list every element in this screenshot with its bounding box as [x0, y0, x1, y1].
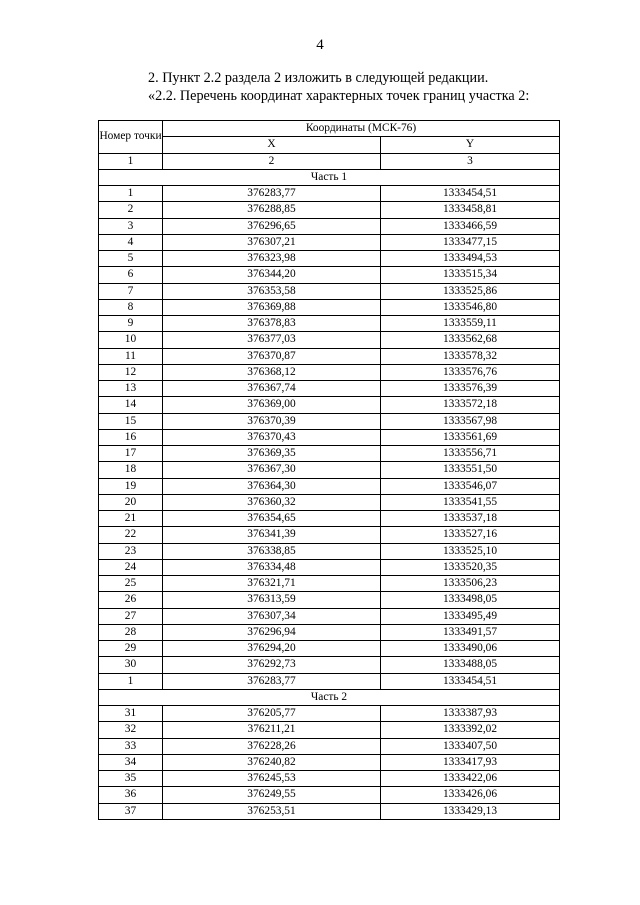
x-coordinate-cell: 376344,20: [163, 267, 381, 283]
table-row: [99, 413, 560, 429]
point-number-cell: 4: [99, 234, 163, 250]
point-number-cell: 21: [99, 511, 163, 527]
y-coordinate-cell: 1333495,49: [381, 608, 560, 624]
x-coordinate-cell: 376378,83: [163, 316, 381, 332]
x-coordinate-cell: 376364,30: [163, 478, 381, 494]
point-number-cell: 29: [99, 641, 163, 657]
header-x: X: [163, 137, 381, 153]
section-row: [99, 689, 560, 705]
x-coordinate-cell: 376283,77: [163, 673, 381, 689]
point-number-cell: 11: [99, 348, 163, 364]
point-number-cell: 32: [99, 722, 163, 738]
point-number-cell: 1: [99, 673, 163, 689]
x-coordinate-cell: 376294,20: [163, 641, 381, 657]
point-number-cell: 36: [99, 787, 163, 803]
x-coordinate-cell: 376370,87: [163, 348, 381, 364]
y-coordinate-cell: 1333525,86: [381, 283, 560, 299]
header-coordinates: Координаты (МСК-76): [163, 121, 560, 137]
y-coordinate-cell: 1333551,50: [381, 462, 560, 478]
point-number-cell: 26: [99, 592, 163, 608]
x-coordinate-cell: 376292,73: [163, 657, 381, 673]
y-coordinate-cell: 1333567,98: [381, 413, 560, 429]
x-coordinate-cell: 376296,94: [163, 624, 381, 640]
x-coordinate-cell: 376249,55: [163, 787, 381, 803]
section-row: [99, 169, 560, 185]
coordinates-table: [98, 120, 560, 820]
x-coordinate-cell: 376307,34: [163, 608, 381, 624]
y-coordinate-cell: 1333525,10: [381, 543, 560, 559]
point-number-cell: 19: [99, 478, 163, 494]
y-coordinate-cell: 1333392,02: [381, 722, 560, 738]
point-number-cell: 9: [99, 316, 163, 332]
x-coordinate-cell: 376354,65: [163, 511, 381, 527]
x-coordinate-cell: 376338,85: [163, 543, 381, 559]
point-number-cell: 2: [99, 202, 163, 218]
table-row: [99, 299, 560, 315]
x-coordinate-cell: 376321,71: [163, 576, 381, 592]
x-coordinate-cell: 376369,35: [163, 446, 381, 462]
table-row: [99, 543, 560, 559]
x-coordinate-cell: 376369,88: [163, 299, 381, 315]
x-coordinate-cell: 376211,21: [163, 722, 381, 738]
x-coordinate-cell: 376283,77: [163, 186, 381, 202]
point-number-cell: 31: [99, 706, 163, 722]
x-coordinate-cell: 376334,48: [163, 559, 381, 575]
section-title: Часть 1: [99, 169, 560, 185]
x-coordinate-cell: 376313,59: [163, 592, 381, 608]
x-coordinate-cell: 376240,82: [163, 754, 381, 770]
y-coordinate-cell: 1333541,55: [381, 494, 560, 510]
x-coordinate-cell: 376369,00: [163, 397, 381, 413]
x-coordinate-cell: 376370,43: [163, 429, 381, 445]
y-coordinate-cell: 1333520,35: [381, 559, 560, 575]
point-number-cell: 16: [99, 429, 163, 445]
y-coordinate-cell: 1333556,71: [381, 446, 560, 462]
table-row: [99, 364, 560, 380]
y-coordinate-cell: 1333576,39: [381, 381, 560, 397]
table-row: [99, 202, 560, 218]
table-body: [99, 169, 560, 819]
point-number-cell: 25: [99, 576, 163, 592]
table-row: [99, 332, 560, 348]
x-coordinate-cell: 376370,39: [163, 413, 381, 429]
point-number-cell: 8: [99, 299, 163, 315]
y-coordinate-cell: 1333422,06: [381, 771, 560, 787]
point-number-cell: 15: [99, 413, 163, 429]
y-coordinate-cell: 1333490,06: [381, 641, 560, 657]
y-coordinate-cell: 1333515,34: [381, 267, 560, 283]
x-coordinate-cell: 376253,51: [163, 803, 381, 819]
point-number-cell: 22: [99, 527, 163, 543]
header-y: Y: [381, 137, 560, 153]
table-row: [99, 316, 560, 332]
table-row: [99, 722, 560, 738]
point-number-cell: 27: [99, 608, 163, 624]
table-row: [99, 462, 560, 478]
x-coordinate-cell: 376377,03: [163, 332, 381, 348]
table-row: [99, 267, 560, 283]
table-row: [99, 576, 560, 592]
x-coordinate-cell: 376367,30: [163, 462, 381, 478]
intro-text: [148, 70, 529, 105]
point-number-cell: 28: [99, 624, 163, 640]
table-row: [99, 494, 560, 510]
y-coordinate-cell: 1333488,05: [381, 657, 560, 673]
table-row: [99, 283, 560, 299]
point-number-cell: 34: [99, 754, 163, 770]
point-number-cell: 13: [99, 381, 163, 397]
y-coordinate-cell: 1333477,15: [381, 234, 560, 250]
y-coordinate-cell: 1333498,05: [381, 592, 560, 608]
point-number-cell: 24: [99, 559, 163, 575]
x-coordinate-cell: 376245,53: [163, 771, 381, 787]
point-number-cell: 33: [99, 738, 163, 754]
point-number-cell: 18: [99, 462, 163, 478]
table-row: [99, 527, 560, 543]
x-coordinate-cell: 376205,77: [163, 706, 381, 722]
y-coordinate-cell: 1333576,76: [381, 364, 560, 380]
point-number-cell: 23: [99, 543, 163, 559]
y-coordinate-cell: 1333572,18: [381, 397, 560, 413]
y-coordinate-cell: 1333561,69: [381, 429, 560, 445]
table-row: [99, 641, 560, 657]
table-row: [99, 754, 560, 770]
y-coordinate-cell: 1333407,50: [381, 738, 560, 754]
table-row: [99, 251, 560, 267]
y-coordinate-cell: 1333429,13: [381, 803, 560, 819]
y-coordinate-cell: 1333417,93: [381, 754, 560, 770]
y-coordinate-cell: 1333454,51: [381, 673, 560, 689]
table-row: [99, 381, 560, 397]
table-row: [99, 429, 560, 445]
point-number-cell: 17: [99, 446, 163, 462]
table-row: [99, 771, 560, 787]
table-row: [99, 511, 560, 527]
point-number-cell: 10: [99, 332, 163, 348]
intro-line-2: «2.2. Перечень координат характерных точек границ участка 2:: [148, 87, 530, 104]
table-row: [99, 218, 560, 234]
table-row: [99, 397, 560, 413]
point-number-cell: 12: [99, 364, 163, 380]
point-number-cell: 5: [99, 251, 163, 267]
table-row: [99, 738, 560, 754]
intro-line-1: 2. Пункт 2.2 раздела 2 изложить в следующей редакции.: [148, 70, 489, 86]
table-row: [99, 234, 560, 250]
table-row: [99, 706, 560, 722]
x-coordinate-cell: 376307,21: [163, 234, 381, 250]
point-number-cell: 1: [99, 186, 163, 202]
x-coordinate-cell: 376323,98: [163, 251, 381, 267]
y-coordinate-cell: 1333466,59: [381, 218, 560, 234]
y-coordinate-cell: 1333426,06: [381, 787, 560, 803]
point-number-cell: 3: [99, 218, 163, 234]
column-number-3: 3: [381, 153, 560, 169]
table-row: [99, 608, 560, 624]
y-coordinate-cell: 1333546,80: [381, 299, 560, 315]
section-title: Часть 2: [99, 689, 560, 705]
point-number-cell: 20: [99, 494, 163, 510]
y-coordinate-cell: 1333537,18: [381, 511, 560, 527]
y-coordinate-cell: 1333491,57: [381, 624, 560, 640]
y-coordinate-cell: 1333578,32: [381, 348, 560, 364]
x-coordinate-cell: 376353,58: [163, 283, 381, 299]
x-coordinate-cell: 376341,39: [163, 527, 381, 543]
table-row: [99, 787, 560, 803]
point-number-cell: 30: [99, 657, 163, 673]
table-row: [99, 559, 560, 575]
x-coordinate-cell: 376296,65: [163, 218, 381, 234]
table-row: [99, 446, 560, 462]
point-number-cell: 14: [99, 397, 163, 413]
point-number-cell: 37: [99, 803, 163, 819]
y-coordinate-cell: 1333506,23: [381, 576, 560, 592]
x-coordinate-cell: 376360,32: [163, 494, 381, 510]
point-number-cell: 6: [99, 267, 163, 283]
y-coordinate-cell: 1333454,51: [381, 186, 560, 202]
point-number-cell: 35: [99, 771, 163, 787]
x-coordinate-cell: 376367,74: [163, 381, 381, 397]
y-coordinate-cell: 1333527,16: [381, 527, 560, 543]
table-row: [99, 348, 560, 364]
point-number-cell: 7: [99, 283, 163, 299]
x-coordinate-cell: 376228,26: [163, 738, 381, 754]
table-row: [99, 592, 560, 608]
y-coordinate-cell: 1333562,68: [381, 332, 560, 348]
table-row: [99, 624, 560, 640]
y-coordinate-cell: 1333387,93: [381, 706, 560, 722]
y-coordinate-cell: 1333546,07: [381, 478, 560, 494]
table-row: [99, 673, 560, 689]
x-coordinate-cell: 376288,85: [163, 202, 381, 218]
table-row: [99, 803, 560, 819]
y-coordinate-cell: 1333494,53: [381, 251, 560, 267]
y-coordinate-cell: 1333559,11: [381, 316, 560, 332]
page-number: 4: [316, 37, 324, 53]
column-number-1: 1: [99, 153, 163, 169]
x-coordinate-cell: 376368,12: [163, 364, 381, 380]
table-row: [99, 657, 560, 673]
table-row: [99, 478, 560, 494]
header-point-number: Номер точки: [99, 121, 163, 154]
y-coordinate-cell: 1333458,81: [381, 202, 560, 218]
column-number-2: 2: [163, 153, 381, 169]
table-row: [99, 186, 560, 202]
